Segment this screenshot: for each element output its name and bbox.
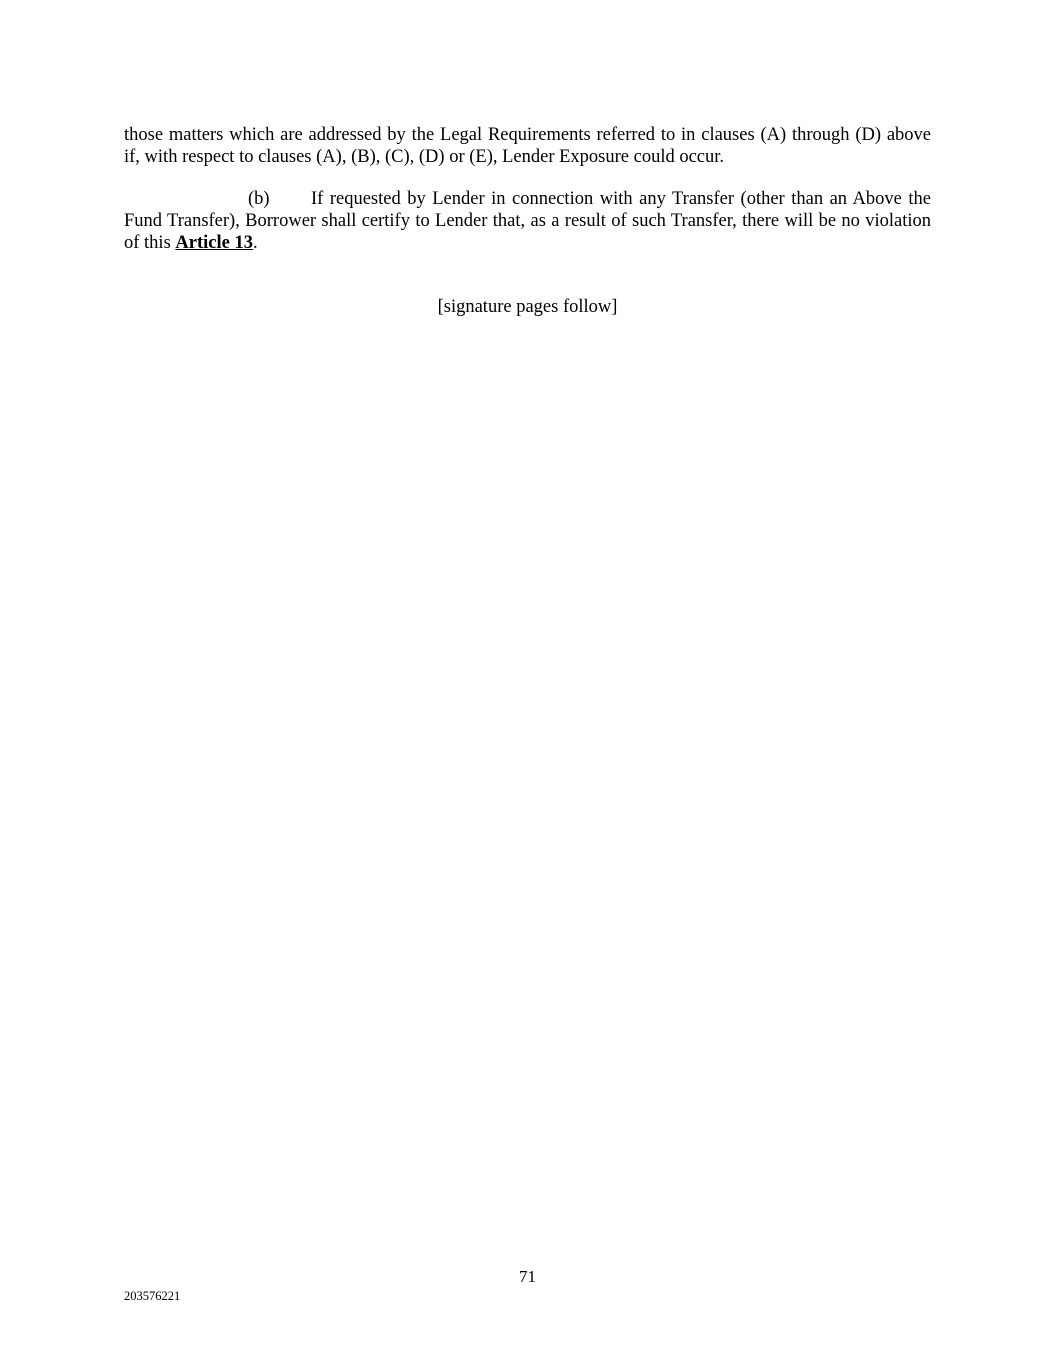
clause-b-body-text: Fund Transfer), Borrower shall certify to Lender that, as a result of such Transfer, there will be no violation of this [124, 211, 931, 253]
paragraph-continuation [124, 124, 931, 168]
paragraph-text: those matters which are addressed by the Legal Requirements referred to in clauses (A) through (D) above if, with respect to clauses (A), (B), (C), (D) or (E), Lender Exposure could occur. [124, 125, 931, 167]
clause-label: (b) [248, 189, 270, 209]
document-id: 203576221 [124, 1289, 181, 1303]
paragraph-clause-b [124, 188, 931, 254]
signature-pages-note: [signature pages follow] [437, 297, 618, 317]
article-reference: Article 13 [175, 233, 253, 253]
clause-b-first-line-text: If requested by Lender in connection with any Transfer (other than an Above the [311, 189, 931, 209]
clause-b-first-line [124, 188, 931, 210]
page-number: 71 [519, 1267, 536, 1286]
clause-b-trailing: . [252, 233, 258, 253]
